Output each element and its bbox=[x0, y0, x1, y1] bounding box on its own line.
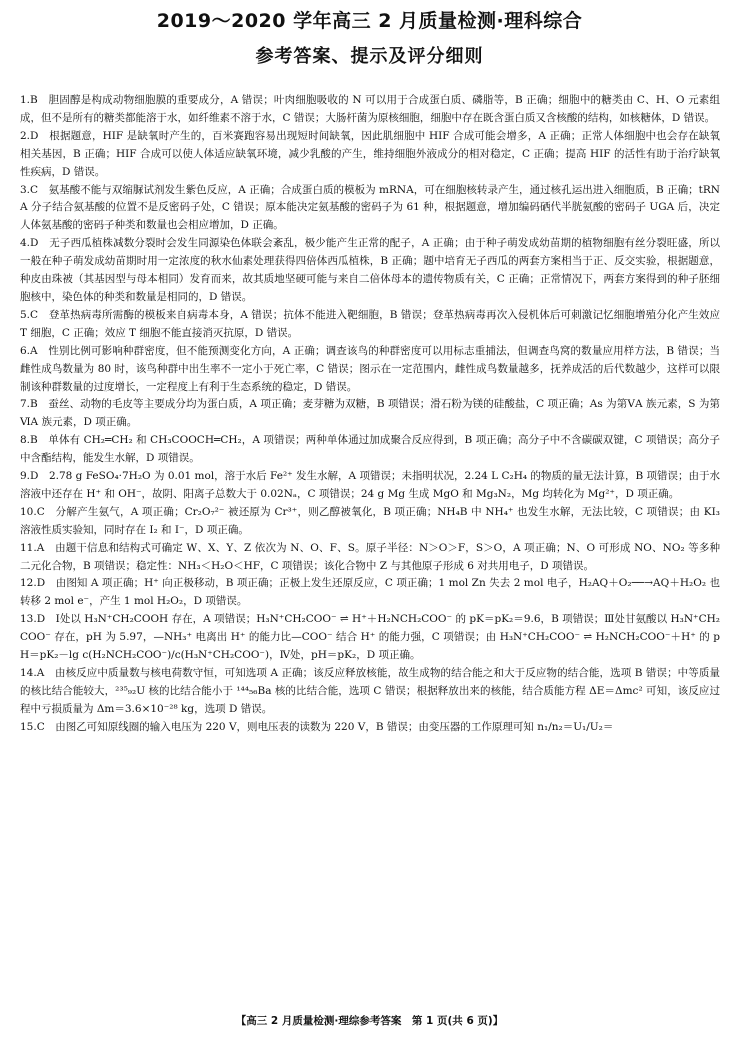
answer-item-9: 9.D 2.78 g FeSO₄·7H₂O 为 0.01 mol，溶于水后 Fe²⁺ 发生水解，A 项错误；未指明状况，2.24 L C₂H₄ 的物质的量无法计算，B 项错误；由于水溶液中还存在 H⁺ 和 OH⁻，故阴、阳离子总数大于 0.02Nₐ，C 项错误；24 g Mg 生成 MgO 和 Mg₃N₂，Mg 均转化为 Mg²⁺，D 项正确。 bbox=[20, 470, 720, 500]
answer-list bbox=[20, 92, 720, 737]
answer-item-15: 15.C 由图乙可知原线圈的输入电压为 220 V，则电压表的读数为 220 V，B 错误；由变压器的工作原理可知 n₁/n₂＝U₁/U₂＝ bbox=[20, 720, 614, 733]
page-footer: 【高三 2 月质量检测·理综参考答案 第 1 页(共 6 页)】 bbox=[235, 1015, 504, 1027]
answer-item-4: 4.D 无子西瓜植株减数分裂时会发生同源染色体联会紊乱，极少能产生正常的配子，A 正确；由于种子萌发成幼苗期的植物细胞有丝分裂旺盛，所以一般在种子萌发成幼苗期时用一定浓度的秋水仙素处理获得四倍体西瓜植株，B 正确；题中培育无子西瓜的两套方案相当于正、反交实验，根据题意，种皮由珠被（其基因型与母本相同）发育而来，故其质地坚硬可能与来自二倍体母本的遗传物质有关，C 正确；正常情况下，两套方案得到的种子胚细胞核中，染色体的种类和数量是相同的，D 错误。 bbox=[20, 237, 720, 303]
answer-item-13: 13.D Ⅰ处以 H₃N⁺CH₂COOH 存在，A 项错误；H₃N⁺CH₂COO⁻ ⇌ H⁺＋H₂NCH₂COO⁻ 的 pK＝pK₂＝9.6，B 项错误；Ⅲ处甘氨酸以 H₃N⁺CH₂COO⁻ 存在，pH 为 5.97，—NH₃⁺ 电离出 H⁺ 的能力比—COO⁻ 结合 H⁺ 的能力强，C 项错误；由 H₃N⁺CH₂COO⁻ ⇌ H₂NCH₂COO⁻＋H⁺ 的 pH＝pK₂－lg c(H₂NCH₂COO⁻)/c(H₃N⁺CH₂COO⁻)，Ⅳ处，pH＝pK₂，D 项正确。 bbox=[20, 613, 720, 662]
answer-item-14: 14.A 由核反应中质量数与核电荷数守恒，可知选项 A 正确；该反应释放核能，故生成物的结合能之和大于反应物的结合能，选项 B 错误；中等质量的核比结合能较大，²³⁵₉₂U 核的比结合能小于 ¹⁴⁴₅₆Ba 核的比结合能，选项 C 错误；根据释放出来的核能，结合质能方程 ΔE＝Δmc² 可知，该反应过程中亏损质量为 Δm＝3.6×10⁻²⁸ kg，选项 D 错误。 bbox=[20, 667, 720, 715]
answer-item-11: 11.A 由题干信息和结构式可确定 W、X、Y、Z 依次为 N、O、F、S。原子半径：N＞O＞F，S＞O，A 项正确；N、O 可形成 NO、NO₂ 等多种二元化合物，B 项错误；稳定性：NH₃＜H₂O＜HF，C 项错误；该化合物中 Z 与其他原子形成 6 对共用电子，D 项错误。 bbox=[20, 541, 720, 572]
answer-item-6: 6.A 性别比例可影响种群密度，但不能预测变化方向，A 正确；调查该鸟的种群密度可以用标志重捕法，但调查鸟窝的数量应用样方法，B 错误；当雌性成鸟数量为 80 时，该鸟种群中出生率不一定小于死亡率，C 错误；图示在一定范围内，雌性成鸟数量越多，抚养成活的后代数越少，这样可以限制该种群数量的过度增长，一定程度上有利于生态系统的稳定，D 错误。 bbox=[20, 344, 720, 393]
answer-item-5: 5.C 登革热病毒所需酶的模板来自病毒本身，A 错误；抗体不能进入靶细胞，B 错误；登革热病毒再次入侵机体后可刺激记忆细胞增殖分化产生效应 T 细胞，C 正确；效应 T 细胞不能直接消灭抗原，D 错误。 bbox=[20, 308, 720, 339]
answer-item-10: 10.C 分解产生氨气，A 项正确；Cr₂O₇²⁻ 被还原为 Cr³⁺，则乙醇被氧化，B 项正确；NH₄B 中 NH₄⁺ 也发生水解，无法比较，C 项错误；由 KI₃ 溶液性质实验知，同时存在 I₂ 和 I⁻，D 项正确。 bbox=[20, 505, 720, 536]
answer-item-2: 2.D 根据题意，HIF 是缺氧时产生的，百米赛跑容易出现短时间缺氧，因此肌细胞中 HIF 合成可能会增多，A 正确；正常人体细胞中也会存在缺氧相关基因，B 正确；HIF 合成可以使人体适应缺氧环境，减少乳酸的产生，维持细胞外液成分的相对稳定，C 正确；提高 HIF 的活性有助于治疗缺氧性疾病，D 错误。 bbox=[20, 129, 720, 178]
answer-item-8: 8.B 单体有 CH₂═CH₂ 和 CH₃COOCH═CH₂，A 项错误；两种单体通过加成聚合反应得到，B 项正确；高分子中不含碳碳双键，C 项错误；高分子中含酯结构，能发生水解，D 项错误。 bbox=[20, 434, 720, 465]
page-title: 2019～2020 学年高三 2 月质量检测·理科综合 bbox=[156, 10, 583, 32]
page-subtitle: 参考答案、提示及评分细则 bbox=[255, 46, 484, 67]
answer-item-3: 3.C 氨基酸不能与双缩脲试剂发生紫色反应，A 正确；合成蛋白质的模板为 mRNA，可在细胞核转录产生，通过核孔运出进入细胞质，B 正确；tRNA 分子结合氨基酸的位置不是反密码子处，C 错误；原本能决定氨基酸的密码子为 61 种，根据题意，增加编码硒代半胱氨酸的密码子 UGA 后，决定人体氨基酸的密码子种类和数量也会相应增加，D 正确。 bbox=[20, 183, 720, 232]
answer-item-1: 1.B 胆固醇是构成动物细胞膜的重要成分，A 错误；叶肉细胞吸收的 N 可以用于合成蛋白质、磷脂等，B 正确；细胞中的糖类由 C、H、O 元素组成，但不是所有的糖类都能溶于水，如纤维素不溶于水，C 错误；大肠杆菌为原核细胞，细胞中存在既含蛋白质又含核酸的结构，如核糖体，D 错误。 bbox=[20, 94, 720, 124]
answer-item-12: 12.D 由图知 A 项正确；H⁺ 向正极移动，B 项正确；正极上发生还原反应，C 项正确；1 mol Zn 失去 2 mol 电子，H₂AQ＋O₂──→AQ＋H₂O₂ 也转移 2 mol e⁻，产生 1 mol H₂O₂，D 项错误。 bbox=[20, 577, 720, 608]
answer-item-7: 7.B 蚕丝、动物的毛皮等主要成分均为蛋白质，A 项正确；麦芽糖为双糖，B 项错误；滑石粉为镁的硅酸盐，C 项正确；As 为第ⅤA 族元素，S 为第ⅥA 族元素，D 项正确。 bbox=[20, 398, 720, 429]
